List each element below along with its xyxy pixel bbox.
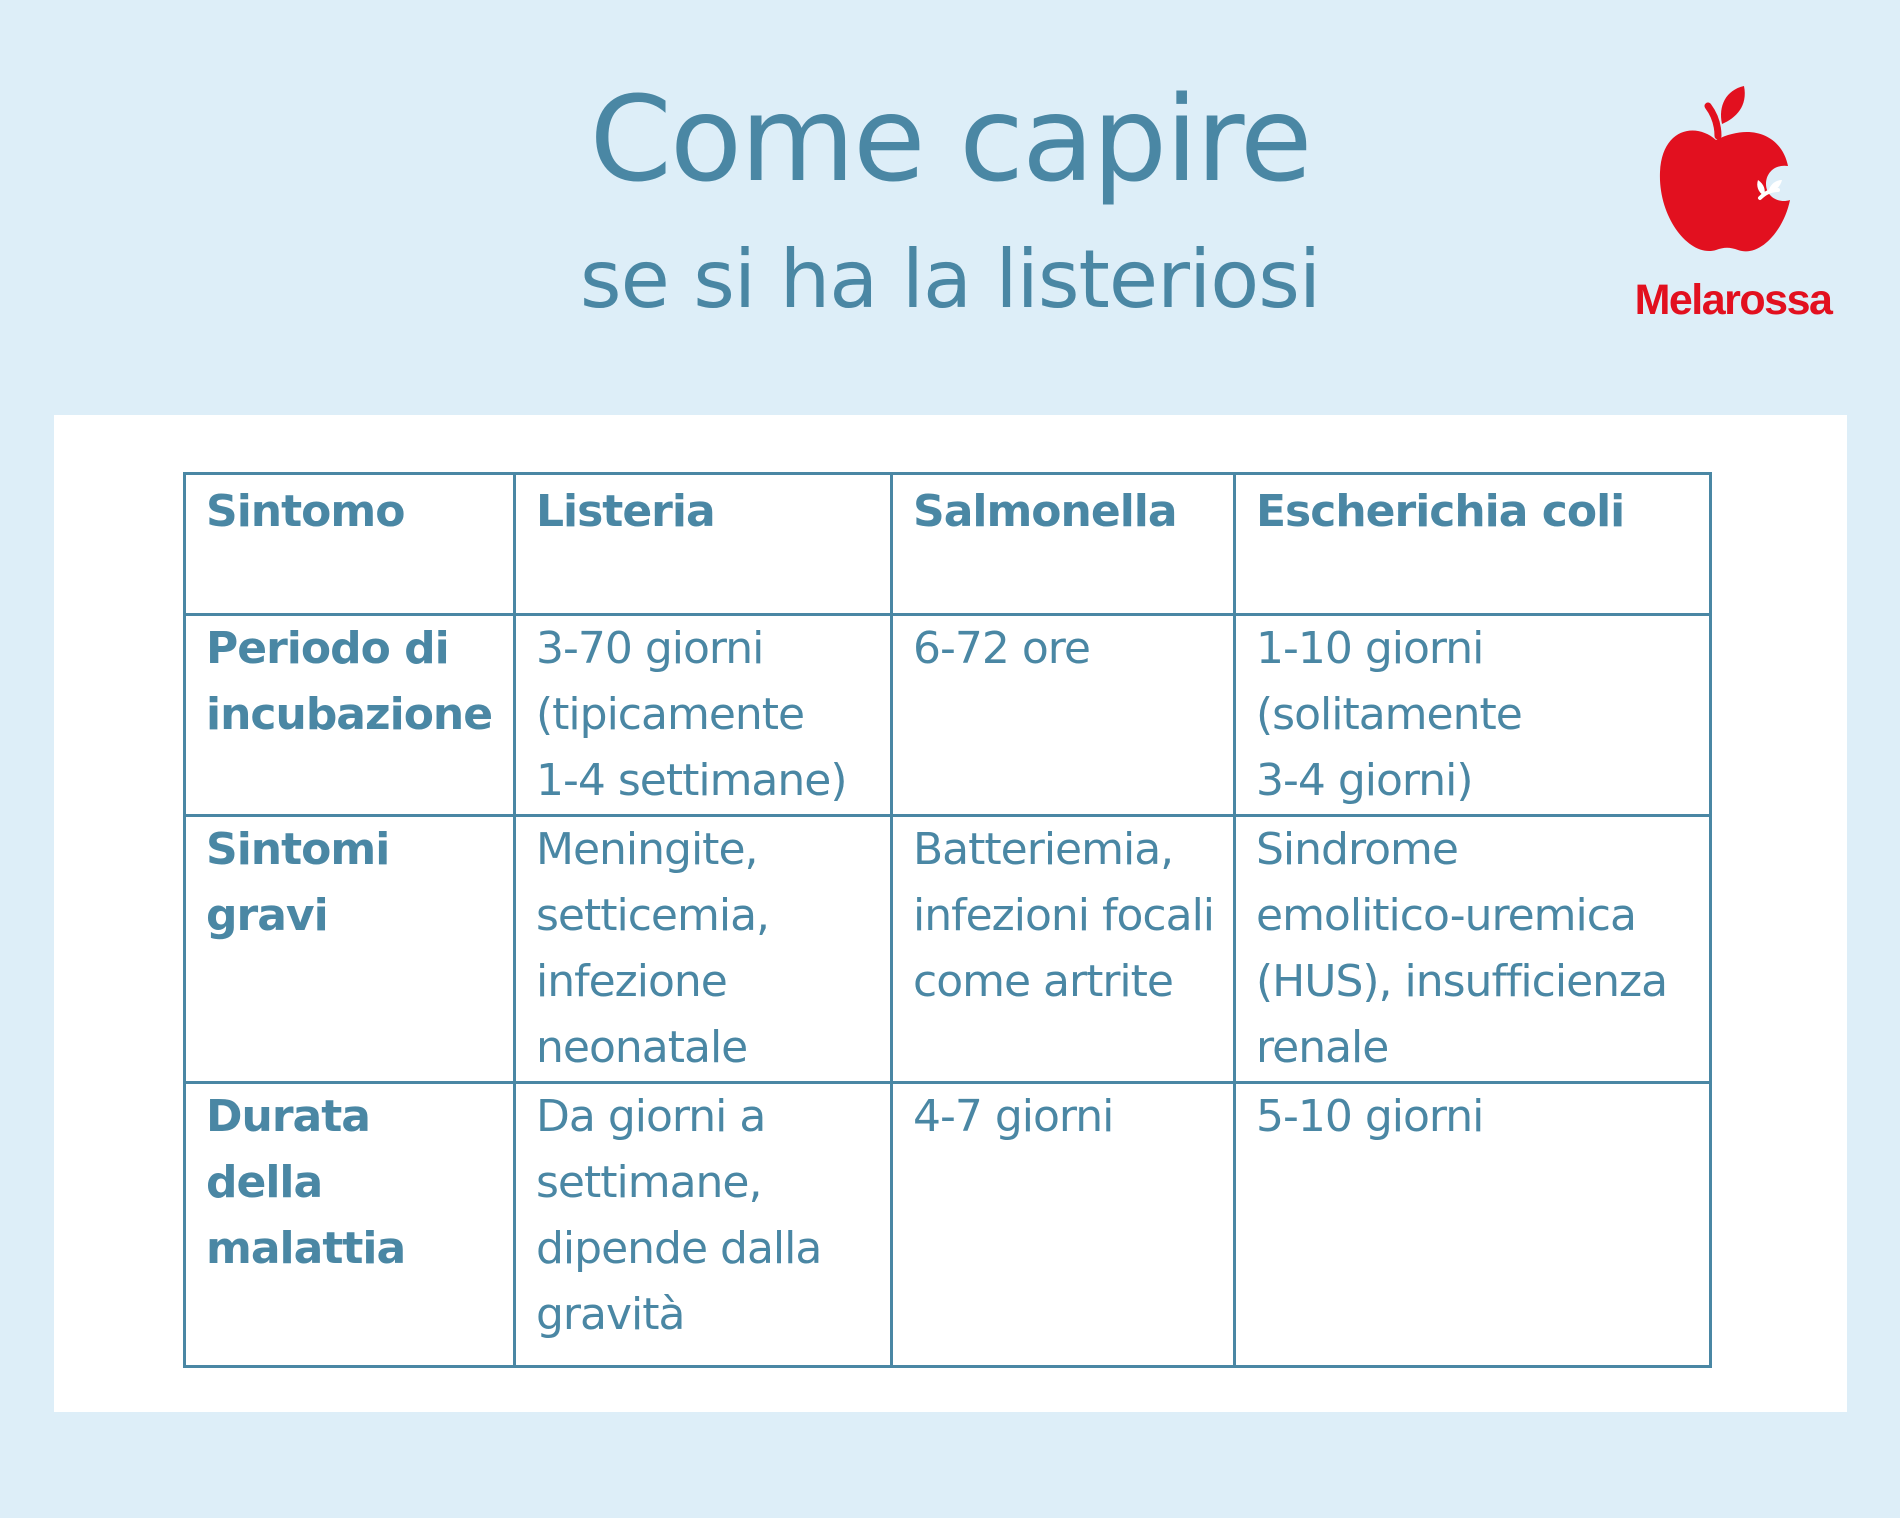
comparison-table <box>183 472 1712 1368</box>
table-cell: Batteriemia, infezioni focali come artrite <box>892 816 1235 1083</box>
table-header-row <box>185 474 1711 615</box>
column-header: Salmonella <box>892 474 1235 615</box>
apple-icon <box>1656 80 1806 260</box>
page-subtitle: se si ha la listeriosi <box>579 233 1321 326</box>
table-row <box>185 615 1711 816</box>
row-label: Durata della malattia <box>185 1083 515 1367</box>
row-label: Sintomi gravi <box>185 816 515 1083</box>
table-cell: 6-72 ore <box>892 615 1235 816</box>
table-cell: Meningite, setticemia, infezione neonatale <box>515 816 892 1083</box>
table-row <box>185 1083 1711 1367</box>
column-header: Listeria <box>515 474 892 615</box>
table-cell: 3-70 giorni (tipicamente 1-4 settimane) <box>515 615 892 816</box>
table-cell: Da giorni a settimane, dipende dalla gravità <box>515 1083 892 1367</box>
table-cell: 5-10 giorni <box>1235 1083 1711 1367</box>
row-label: Periodo di incubazione <box>185 615 515 816</box>
comparison-panel <box>54 415 1847 1412</box>
page-title: Come capire <box>589 70 1311 208</box>
column-header: Escherichia coli <box>1235 474 1711 615</box>
brand-name: Melarossa <box>1634 276 1832 324</box>
table-cell: Sindrome emolitico-uremica (HUS), insufficienza renale <box>1235 816 1711 1083</box>
table-cell: 4-7 giorni <box>892 1083 1235 1367</box>
column-header: Sintomo <box>185 474 515 615</box>
table-cell: 1-10 giorni (solitamente 3-4 giorni) <box>1235 615 1711 816</box>
melarossa-logo <box>1618 80 1848 330</box>
table-row <box>185 816 1711 1083</box>
